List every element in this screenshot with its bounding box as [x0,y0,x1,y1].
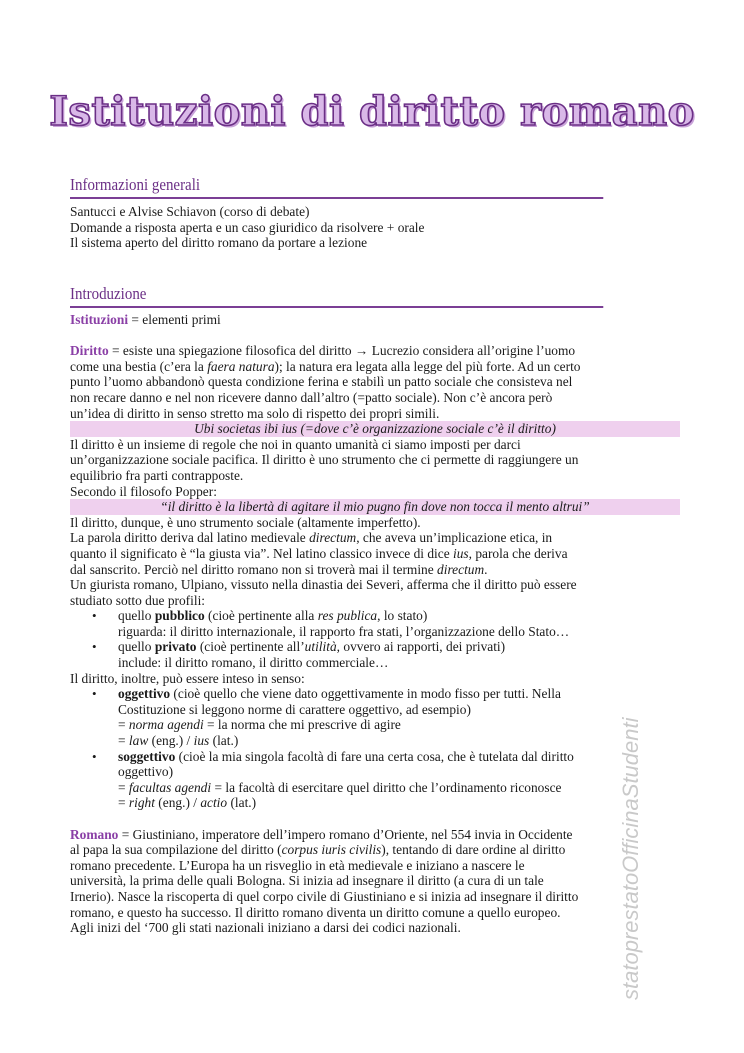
text-run: dal sanscrito. Perciò nel diritto romano non si troverà mai il termine [70,561,438,577]
text-run: , lo stato) [377,608,428,624]
text-run: (cioè pertinente all’ [196,639,305,655]
text-run: quanto il significato è “la giusta via”. Nel latino classico invece di dice [70,545,453,561]
istituzioni-line [70,312,680,328]
section-heading-info-text: Informazioni generali [70,175,201,194]
text-line: equilibrio fra parti contrapposte. [70,467,244,483]
bullet-continuation: oggettivo) [118,764,174,780]
text-run: quello [118,608,155,624]
diritto-line: non recare danno e nel non ricevere danno dall’altro (=patto sociale). Non c’è ancora però [70,389,553,405]
text-run: La parola diritto deriva dal latino medievale [70,530,310,546]
text-run: (lat.) [209,733,239,749]
bullet-pubblico [70,608,680,624]
italic-term: directum [437,561,485,577]
romano-line: Irnerio). Nasce la riscoperta di quel corpo civile di Giustiniano e si inizia ad insegnare il diritto [70,888,579,904]
bullet-continuation: include: il diritto romano, il diritto commerciale… [118,655,389,671]
text-run: = [118,717,129,733]
section-heading-intro [70,284,603,308]
text-run: al papa la sua compilazione del diritto ( [70,842,282,858]
romano-line: Agli inizi del ‘700 gli stati nazionali iniziano a darsi dei codici nazionali. [70,920,461,936]
text-run: = Giustiniano, imperatore dell’impero romano d’Oriente, nel 554 invia in Occidente [118,826,573,842]
text-run: (eng.) / [154,795,201,811]
bold-term: pubblico [154,608,205,624]
diritto-line [70,359,680,375]
text-run: = [118,779,129,795]
highlighted-quote: Ubi societas ibi ius (=dove c’è organizzazione sociale c’è il diritto) [70,421,680,437]
text-line: un’organizzazione sociale pacifica. Il diritto è uno strumento che ci permette di raggiungere un [70,452,579,468]
text-line: Secondo il filosofo Popper: [70,483,217,499]
section-heading-info [70,175,603,199]
text-line [70,546,680,562]
romano-line [70,827,680,843]
watermark: statoprestatoOfficinaStudenti [618,717,643,1000]
bullet-soggettivo [70,749,680,765]
italic-term: right [128,795,155,811]
istituzioni-definition: = elementi primi [128,312,221,327]
bullet-privato [70,639,680,655]
text-line: studiato sotto due profili: [70,592,206,608]
italic-term: directum [309,530,357,546]
blank-line [70,328,680,344]
italic-term: ius [453,545,469,561]
info-line: Santucci e Alvise Schiavon (corso di debate) [70,204,310,219]
text-run: (lat.) [227,795,257,811]
italic-term: facultas agendi [128,779,212,795]
bold-term: soggettivo [118,748,176,764]
blank-line [70,811,680,827]
text-run: ); la natura era legata alla legge del più forte. Ad un certo [274,358,581,374]
italic-term: norma agendi [128,717,204,733]
bullet-continuation [70,795,680,811]
keyword-istituzioni: Istituzioni [70,312,129,327]
bullet-continuation [70,780,680,796]
text-run: (eng.) / [148,733,194,749]
italic-term: law [128,733,149,749]
text-line: Il diritto, inoltre, può essere inteso in senso: [70,670,305,686]
romano-line [70,842,680,858]
text-run: = [118,795,129,811]
text-run: , ovvero ai rapporti, dei privati) [336,639,506,655]
italic-term: corpus iuris civilis [281,842,382,858]
text-run: come una bestia (c’era la [70,358,208,374]
document-title: Istituzioni di diritto romano [49,88,695,135]
text-run: (cioè pertinente alla [204,608,318,624]
text-run: = [118,733,129,749]
text-run: , parola che deriva [468,545,568,561]
italic-term: faera natura [207,358,275,374]
diritto-line: un’idea di diritto in senso stretto ma solo di rispetto dei propri simili. [70,405,440,421]
intro-body [70,312,680,936]
info-line: Il sistema aperto del diritto romano da portare a lezione [70,235,368,251]
text-line: Un giurista romano, Ulpiano, vissuto nella dinastia dei Severi, afferma che il diritto può essere [70,577,577,593]
italic-term: res publica [317,608,378,624]
text-line [70,562,680,578]
text-line: Il diritto, dunque, è uno strumento sociale (altamente imperfetto). [70,514,421,530]
italic-term: utilità [304,639,337,655]
info-line: Domande a risposta aperta e un caso giuridico da risolvere + orale [70,219,425,235]
text-run: ), tentando di dare ordine al diritto [381,842,566,858]
bullet-continuation [70,717,680,733]
bullet-continuation: Costituzione si leggono norme di carattere oggettivo, ad esempio) [118,701,471,717]
romano-line: romano, e questo ha successo. Il diritto romano diventa un diritto comune a quello europeo. [70,904,561,920]
bullet-continuation [70,733,680,749]
bold-term: oggettivo [118,686,171,702]
romano-line: romano precedente. L’Europa ha un risveglio in età medievale e iniziano a nascere le [70,857,525,873]
romano-line: università, la prima delle quali Bologna. Si inizia ad insegnare il diritto (a cura di un tale [70,873,544,889]
italic-term: ius [193,733,210,749]
text-run: . [484,561,488,577]
keyword-romano: Romano [70,826,119,842]
highlighted-quote: “il diritto è la libertà di agitare il mio pugno fin dove non tocca il mento altrui” [70,499,680,515]
diritto-line: punto l’uomo abbandonò questa condizione ferina e stabilì un patto sociale che consisteva nel [70,374,573,390]
section-heading-intro-text: Introduzione [70,284,147,303]
text-run: = la facoltà di esercitare quel diritto che l’ordinamento riconosce [211,779,562,795]
text-run: (cioè quello che viene dato oggettivamente in modo fisso per tutti. Nella [170,686,561,702]
italic-term: actio [200,795,228,811]
text-line: Il diritto è un insieme di regole che noi in quanto umanità ci siamo imposti per darci [70,436,521,452]
bold-term: privato [154,639,197,655]
text-run: , che aveva un’implicazione etica, in [356,530,553,546]
keyword-diritto: Diritto [70,343,109,359]
info-paragraph [70,204,680,251]
text-run: (cioè la mia singola facoltà di fare una certa cosa, che è tutelata dal diritto [175,748,574,764]
text-run: = esiste una spiegazione filosofica del diritto → Lucrezio considera all’origine l’uomo [108,343,576,359]
bullet-continuation: riguarda: il diritto internazionale, il rapporto fra stati, l’organizzazione dello Stato… [118,623,570,639]
text-line [70,530,680,546]
text-run: quello [118,639,155,655]
diritto-line [70,343,680,359]
text-run: = la norma che mi prescrive di agire [203,717,401,733]
bullet-oggettivo [70,686,680,702]
